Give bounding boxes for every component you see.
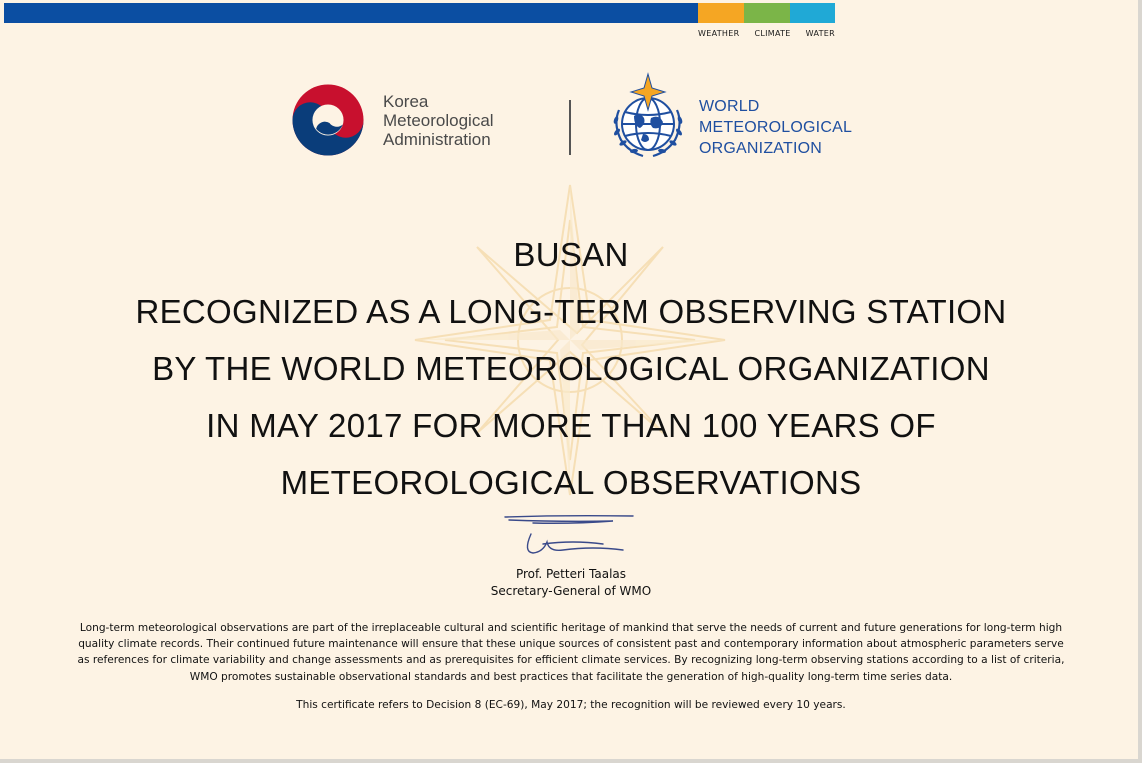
headline-line: IN MAY 2017 FOR MORE THAN 100 YEARS OF [206, 407, 936, 444]
kma-name-line: Administration [383, 130, 491, 149]
decision-note: This certificate refers to Decision 8 (EC-69), May 2017; the recognition will be reviewed every 10 years. [296, 699, 846, 711]
band-labels [698, 29, 835, 38]
description-line: quality climate records. Their continued future maintenance will ensure that these unique sources of consistent past and contemporary information about atmospheric parameters serve [78, 638, 1064, 651]
band-label-water: WATER [805, 29, 835, 38]
signatory-name: Prof. Petteri Taalas [515, 567, 627, 581]
wmo-name-line: METEOROLOGICAL [699, 119, 853, 136]
kma-name-line: Korea [383, 92, 429, 111]
kma-name-line: Meteorological [383, 111, 494, 130]
logo-divider [569, 100, 571, 155]
description-line: Long-term meteorological observations are part of the irreplaceable cultural and scientific heritage of mankind that serve the needs of current and future generations for long-term high [79, 622, 1063, 634]
certificate-description [60, 620, 1082, 685]
wmo-name-line: ORGANIZATION [699, 140, 822, 157]
headline-line: RECOGNIZED AS A LONG-TERM OBSERVING STATION [135, 293, 1007, 330]
kma-taegeuk-icon [291, 83, 365, 157]
band-label-climate: CLIMATE [754, 29, 791, 38]
kma-name [383, 92, 494, 149]
top-band-blue [4, 3, 698, 23]
description-line: as references for climate variability and change assessments and as prerequisites for efficient climate services. By recognizing long-term observing stations according to a list of criteria, [77, 654, 1065, 667]
top-band-green [744, 3, 790, 23]
top-band-cyan [790, 3, 835, 23]
wmo-emblem-icon [607, 72, 689, 160]
signatory-title: Secretary-General of WMO [490, 584, 652, 598]
headline-line: BY THE WORLD METEOROLOGICAL ORGANIZATION [152, 350, 990, 387]
signatory-block [0, 566, 1142, 600]
wmo-name-line: WORLD [699, 98, 760, 115]
top-band-orange [698, 3, 744, 23]
description-line: WMO promotes sustainable observational standards and best practices that facilitate the generation of high-quality long-term time series data. [189, 670, 953, 683]
band-label-weather: WEATHER [698, 29, 740, 38]
headline-line: METEOROLOGICAL OBSERVATIONS [280, 464, 862, 501]
signature-image [503, 512, 638, 558]
certificate-headline [0, 226, 1142, 511]
wmo-name [699, 96, 852, 159]
headline-station: BUSAN [513, 236, 629, 273]
